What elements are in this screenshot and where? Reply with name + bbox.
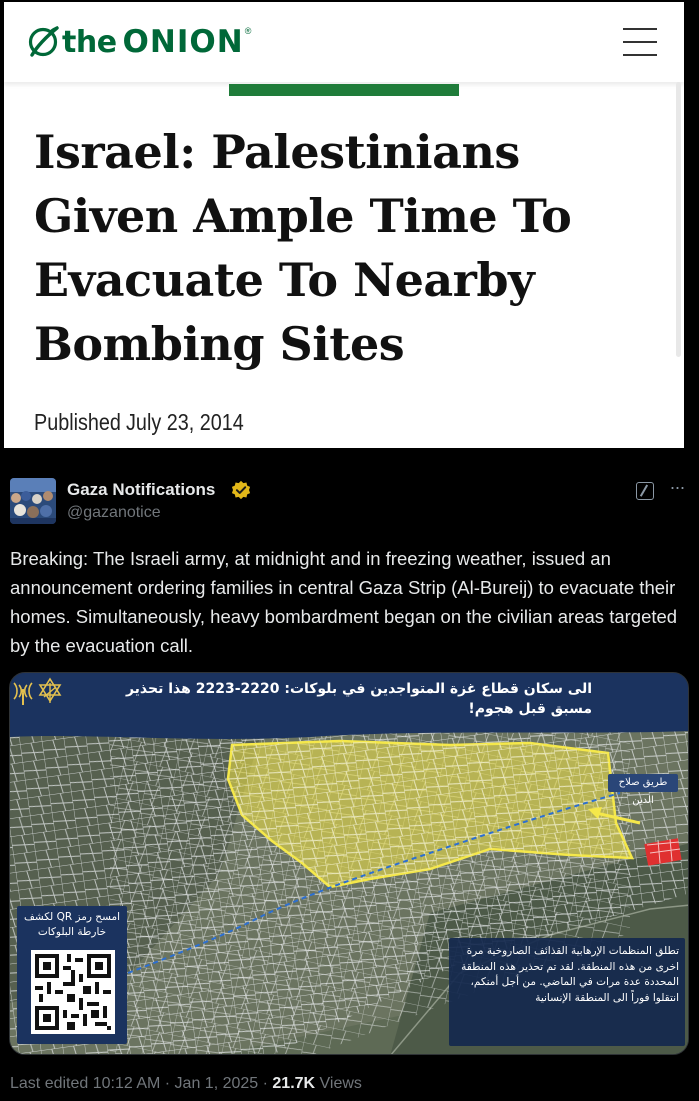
onion-globe-icon [26,25,60,59]
tweet-media-image[interactable] [9,672,689,1055]
published-label: Published [34,409,121,435]
grok-icon[interactable] [636,482,654,500]
onion-header [4,2,684,82]
hamburger-menu-icon[interactable] [623,26,657,58]
road-label: طريق صلاح الدين [608,774,678,792]
avatar-crowd-image [10,478,56,524]
onion-article-card [4,2,684,448]
page-scrollbar[interactable] [676,82,681,357]
map-warning-title: الى سكان قطاع غزة المتواجدين في بلوكات: 2220-2223 هذا تحذير مسبق قبل هجوم! [125,681,592,717]
qr-instruction: امسح رمز QR لكشف خارطة البلوكات [24,911,120,938]
logo-registered-mark: ® [244,26,252,36]
author-name[interactable]: Gaza Notifications [67,480,216,499]
logo-onion-text: ONION [122,24,244,60]
edited-timestamp[interactable]: Last edited 10:12 AM · Jan 1, 2025 · [10,1075,273,1092]
article-headline: Israel: Palestinians Given Ample Time To Evacuate To Nearby Bombing Sites [34,125,572,371]
tweet-text: Breaking: The Israeli army, at midnight and in freezing weather, issued an announcement ordering families in central Gaza Strip (Al-Bureij) to evacuate their homes. Simultaneously, heavy bombardment began on the civilian areas targeted by the evacuation call. [10,548,678,656]
idf-emblem-icon [10,673,70,709]
published-line [34,409,244,436]
qr-code-pattern [31,950,115,1034]
qr-panel [17,906,127,1044]
logo-the-text: the [62,24,117,60]
onion-logo[interactable] [26,20,251,64]
more-options-icon[interactable]: ··· [669,477,685,497]
section-accent-bar [229,84,459,96]
views-count: 21.7K [272,1075,316,1092]
warning-notice-panel [449,938,685,1046]
views-label: Views [315,1075,362,1092]
tweet-meta [10,1075,362,1093]
avatar[interactable] [10,478,56,524]
author-handle[interactable]: @gazanotice [67,504,161,521]
published-date: July 23, 2014 [126,409,244,435]
tweet [0,448,699,1101]
warning-notice-text: تطلق المنظمات الإرهابية القذائف الصاروخية مرة اخرى من هذه المنطقة. لقد تم تحذير هذه المنطقة المحددة عدة مرات في الماضي. من أجل أمنكم، انتقلوا فوراً الى المنطقة الإنسانية [461,945,679,1004]
verified-badge-icon [231,480,251,500]
qr-code[interactable] [31,950,115,1034]
